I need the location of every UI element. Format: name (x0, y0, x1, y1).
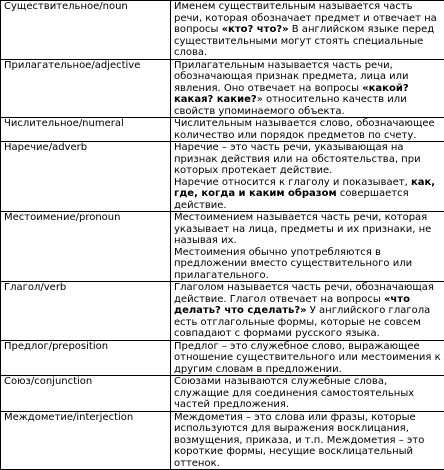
definition-cell (171, 212, 444, 282)
term-cell: Прилагательное/adjective (1, 59, 171, 118)
definition-text: » относительно качеств или свойств упоминаемого объекта. (174, 94, 407, 117)
definition-cell (171, 340, 444, 376)
emphasized-text: «что делать? что сделать?» (174, 294, 410, 317)
table-row (1, 212, 444, 282)
definition-paragraph (174, 282, 441, 340)
definition-text: Местоимением называется часть речи, которая указывает на лица, предметы и их признаки, не называя их. (174, 212, 431, 246)
emphasized-text: «какой? какая? какие? (174, 83, 409, 106)
definition-text: Предлог – это служебное слово, выражающее отношение существительного или местоимения к другим словам в предложении. (174, 341, 441, 375)
definition-paragraph (174, 412, 441, 470)
definition-cell (171, 118, 444, 142)
definition-text: Местоимения обычно употребляются в предложении вместо существительного или прилагательного. (174, 247, 412, 281)
table-row (1, 142, 444, 212)
definition-paragraph (174, 247, 441, 282)
definition-text: В английском языке перед существительными могут стоять специальные слова. (174, 24, 434, 58)
table-row (1, 1, 444, 60)
term-cell: Глагол/verb (1, 282, 171, 341)
definition-text: Наречие – это часть речи, указывающая на признак действия или на обстоятельства, при которых протекает действие. (174, 142, 421, 176)
term-cell: Предлог/preposition (1, 340, 171, 376)
definition-text: Прилагательным называется часть речи, обозначающая признак предмета, лица или явления. Оно отвечает на вопросы (174, 60, 409, 94)
definition-cell (171, 142, 444, 212)
table-row (1, 282, 444, 341)
definition-text: Числительным называется слово, обозначающее количество или порядок предметов по счету. (174, 118, 435, 141)
definition-paragraph (174, 142, 441, 177)
term-cell: Местоимение/pronoun (1, 212, 171, 282)
definition-paragraph (174, 212, 441, 247)
term-cell: Междометие/interjection (1, 411, 171, 470)
definition-cell (171, 1, 444, 60)
definition-paragraph (174, 1, 441, 59)
definition-paragraph (174, 60, 441, 118)
definition-text: Союзами называются служебные слова, служащие для соединения самостоятельных частей предложения. (174, 376, 414, 410)
definition-text: У английского глагола есть отглагольные формы, которые не совсем совпадают с формами русского языка. (174, 305, 430, 339)
term-cell: Существительное/noun (1, 1, 171, 60)
definition-paragraph (174, 341, 441, 376)
definition-text: совершается действие. (174, 188, 409, 211)
emphasized-text: как, где, когда и каким образом (174, 177, 435, 200)
table-row (1, 59, 444, 118)
definition-paragraph (174, 376, 441, 411)
table-row (1, 118, 444, 142)
definition-cell (171, 282, 444, 341)
emphasized-text: «кто? что?» (222, 24, 289, 35)
table-row (1, 411, 444, 470)
table-body (1, 1, 444, 470)
term-cell: Наречие/adverb (1, 142, 171, 212)
definition-text: Глаголом называется часть речи, обозначающая действие. Глагол отвечает на вопросы (174, 282, 434, 305)
term-cell: Числительное/numeral (1, 118, 171, 142)
definition-paragraph (174, 118, 441, 141)
definition-text: Именем существительным называется часть речи, которая обозначает предмет и отвечает на вопросы (174, 1, 437, 35)
definition-text: Междометия – это слова или фразы, которые используются для выражения восклицания, возмущения, приказа, и т.п. Междометия – это короткие формы, несущие восклицательный оттенок. (174, 412, 424, 469)
definition-cell (171, 376, 444, 412)
definition-text: Наречие относится к глаголу и показывает, (174, 177, 411, 188)
definition-cell (171, 59, 444, 118)
definition-cell (171, 411, 444, 470)
table-row (1, 376, 444, 412)
table-row (1, 340, 444, 376)
definition-paragraph (174, 177, 441, 212)
term-cell: Союз/conjunction (1, 376, 171, 412)
